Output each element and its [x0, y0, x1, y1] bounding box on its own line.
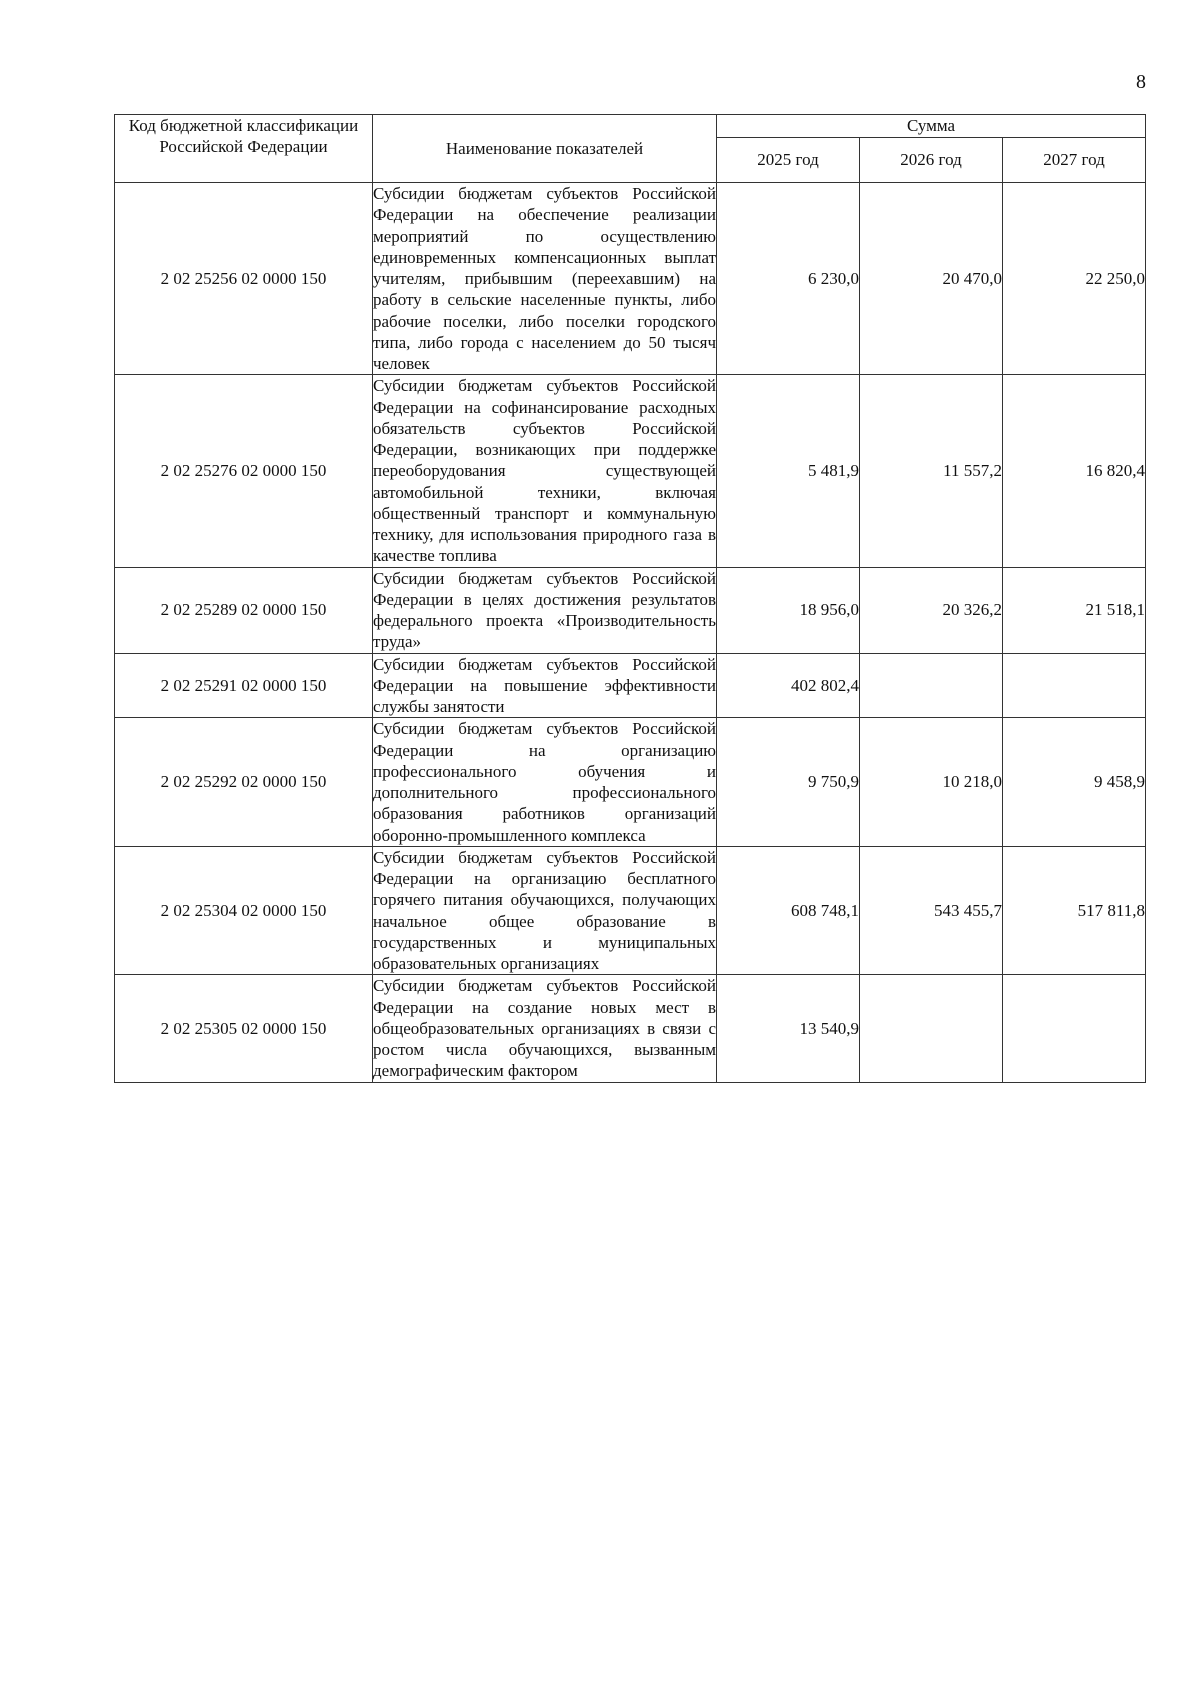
- table-row: [115, 718, 1146, 847]
- row-value-2025: 9 750,9: [717, 718, 860, 847]
- header-name: Наименование показателей: [373, 115, 717, 183]
- row-value-2027: [1003, 653, 1146, 718]
- table-row: [115, 183, 1146, 375]
- row-code: 2 02 25291 02 0000 150: [115, 653, 373, 718]
- row-value-2026: 20 470,0: [860, 183, 1003, 375]
- table-header: [115, 115, 1146, 183]
- page-number: 8: [1136, 71, 1146, 93]
- row-code: 2 02 25305 02 0000 150: [115, 975, 373, 1082]
- row-code: 2 02 25256 02 0000 150: [115, 183, 373, 375]
- row-name: Субсидии бюджетам субъектов Российской Федерации на организацию профессионального обучения и дополнительного профессионального образования работников организаций оборонно-промышленного комплекса: [373, 719, 716, 845]
- row-value-2026: [860, 653, 1003, 718]
- table-row: [115, 975, 1146, 1082]
- row-name: Субсидии бюджетам субъектов Российской Федерации на создание новых мест в общеобразовательных организациях в связи с ростом числа обучающихся, вызванным демографическим фактором: [373, 976, 716, 1081]
- row-value-2027: 22 250,0: [1003, 183, 1146, 375]
- row-name: Субсидии бюджетам субъектов Российской Федерации на повышение эффективности службы занятости: [373, 654, 716, 716]
- header-year-2026: 2026 год: [860, 138, 1003, 183]
- row-name: Субсидии бюджетам субъектов Российской Федерации в целях достижения результатов федерального проекта «Производительность труда»: [373, 568, 716, 652]
- table-body: [115, 183, 1146, 1083]
- row-value-2025: 18 956,0: [717, 567, 860, 653]
- row-value-2026: 11 557,2: [860, 375, 1003, 567]
- header-code: Код бюджетной классификации Российской Федерации: [115, 115, 373, 183]
- row-value-2026: [860, 975, 1003, 1082]
- row-value-2026: 10 218,0: [860, 718, 1003, 847]
- row-value-2027: 16 820,4: [1003, 375, 1146, 567]
- header-year-2025: 2025 год: [717, 138, 860, 183]
- row-code: 2 02 25292 02 0000 150: [115, 718, 373, 847]
- table-row: [115, 375, 1146, 567]
- row-value-2027: 517 811,8: [1003, 846, 1146, 975]
- row-name: Субсидии бюджетам субъектов Российской Федерации на софинансирование расходных обязательств субъектов Российской Федерации, возникающих при поддержке переоборудования существующей автомобильной техники, включая общественный транспорт и коммунальную технику, для использования природного газа в качестве топлива: [373, 376, 716, 566]
- row-value-2027: 9 458,9: [1003, 718, 1146, 847]
- row-value-2025: 608 748,1: [717, 846, 860, 975]
- row-value-2025: 6 230,0: [717, 183, 860, 375]
- row-value-2025: 5 481,9: [717, 375, 860, 567]
- row-value-2027: 21 518,1: [1003, 567, 1146, 653]
- row-code: 2 02 25304 02 0000 150: [115, 846, 373, 975]
- row-code: 2 02 25276 02 0000 150: [115, 375, 373, 567]
- budget-table: [114, 114, 1146, 1083]
- row-value-2026: 543 455,7: [860, 846, 1003, 975]
- table-row: [115, 653, 1146, 718]
- row-code: 2 02 25289 02 0000 150: [115, 567, 373, 653]
- row-value-2025: 13 540,9: [717, 975, 860, 1082]
- table-row: [115, 567, 1146, 653]
- row-value-2027: [1003, 975, 1146, 1082]
- row-name: Субсидии бюджетам субъектов Российской Федерации на обеспечение реализации мероприятий по осуществлению единовременных компенсационных выплат учителям, прибывшим (переехавшим) на работу в сельские населенные пункты, либо рабочие поселки, либо поселки городского типа, либо города с населением до 50 тысяч человек: [373, 184, 716, 373]
- row-value-2026: 20 326,2: [860, 567, 1003, 653]
- row-value-2025: 402 802,4: [717, 653, 860, 718]
- row-name: Субсидии бюджетам субъектов Российской Федерации на организацию бесплатного горячего питания обучающихся, получающих начальное общее образование в государственных и муниципальных образовательных организациях: [373, 847, 716, 973]
- header-sum: Сумма: [717, 115, 1146, 138]
- header-year-2027: 2027 год: [1003, 138, 1146, 183]
- table-row: [115, 846, 1146, 975]
